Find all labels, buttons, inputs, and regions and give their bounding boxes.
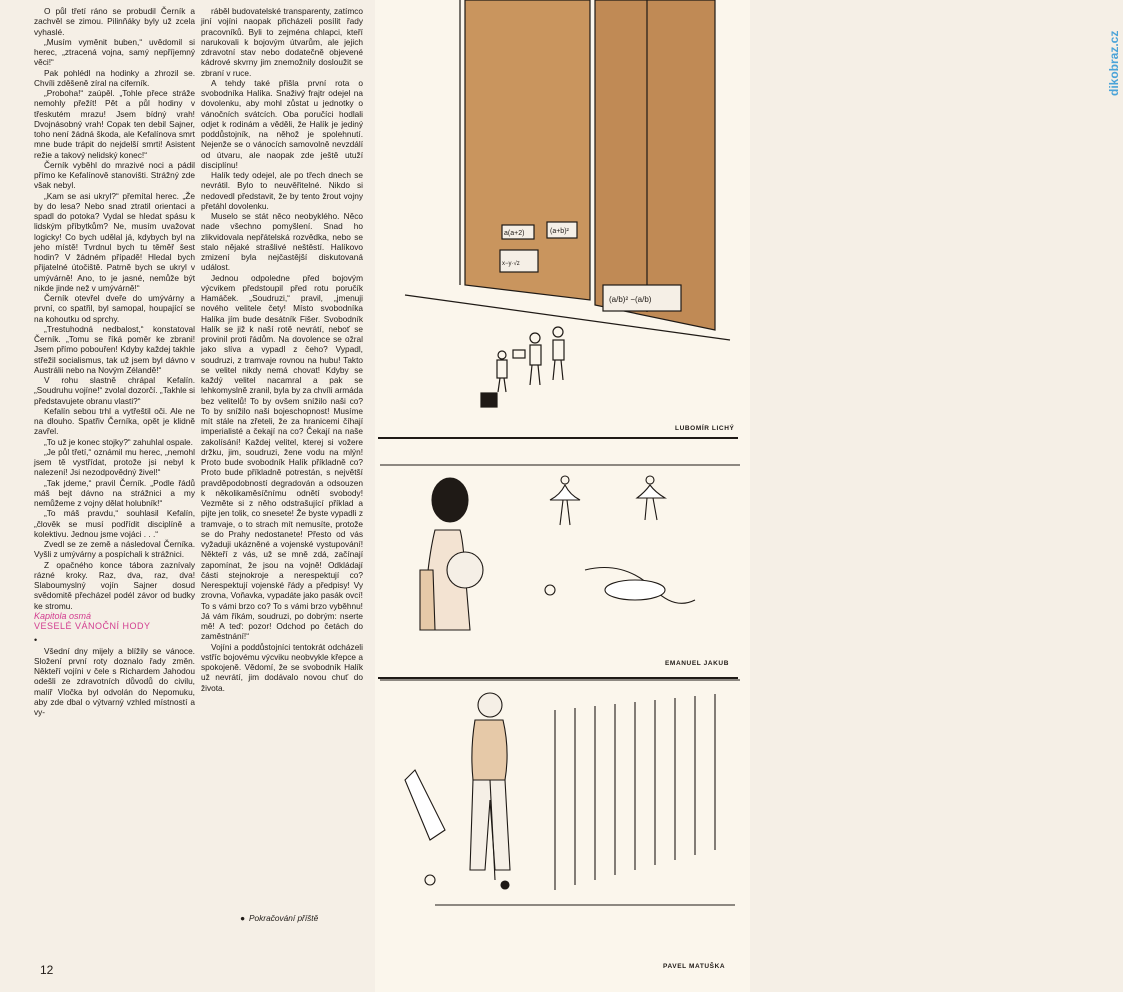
- paragraph: ráběl budovatelské transparenty, zatímco jiní vojíni naopak přicházeli posílit řady pracovníků. Byli to zejména chlapci, kteří narukovali k bojovým útvarům, ale jejich zdravotní stav nebo dodatečně objevené kádrové skvrny jim znemožnily dosloužit se zbraní v ruce.: [201, 6, 363, 78]
- divider-top: [378, 437, 738, 439]
- pillar-right: [595, 0, 715, 330]
- illustration-middle: [375, 440, 750, 670]
- chapter-label: Kapitola osmá: [34, 610, 92, 621]
- paragraph: O půl třetí ráno se probudil Černík a zachvěl se zimou. Pilinňáky byly už zcela vyhaslé.: [34, 6, 195, 37]
- paragraph: „To máš pravdu,“ souhlasil Kefalín, „člověk se musí podřídit disciplíně a kolektivu. Jednou jsme vojáci . . .“: [34, 508, 195, 539]
- paragraph: Černík otevřel dveře do umývárny a první, co spatřil, byl samopal, houpající se na kohoutku od sprchy.: [34, 293, 195, 324]
- formula-fraction-difference: (a/b)² −(a/b): [609, 295, 652, 304]
- credit-middle: EMANUEL JAKUB: [665, 660, 730, 667]
- paragraph: „To už je konec stojky?“ zahuhlal ospale.: [44, 436, 193, 447]
- bullet-icon: ●: [240, 913, 246, 923]
- paragraph: Pak pohlédl na hodinky a zhrozil se. Chvíli zděšeně zíral na ciferník.: [34, 67, 195, 88]
- formula-a-a-plus-2: a(a+2): [504, 230, 525, 237]
- credit-bottom: PAVEL MATUŠKA: [663, 963, 726, 970]
- illustration-top: [375, 0, 750, 440]
- paragraph: „Musím vyměnit buben,“ uvědomil si herec, „ztracená vojna, samý nepříjemný věci!“: [34, 36, 195, 68]
- woman-headscarf: [432, 478, 468, 522]
- paragraph: Vojíni a poddůstojníci tentokrát odcházeli vstříc bojovému výcviku neobvykle křepce a spokojeně. Vědomí, že se svobodník Halík už nevrátí, jim dodávalo novou chuť do života.: [201, 641, 363, 693]
- paragraph: Kefalín sebou trhl a vytřeštil oči. Ale ne na dlouho. Spatřiv Černíka, opět je klidně zavřel.: [34, 405, 195, 437]
- credit-top: LUBOMÍR LICHÝ: [675, 425, 735, 432]
- chapter-title: VESELÉ VÁNOČNÍ HODY: [34, 621, 151, 631]
- watermark: [1105, 10, 1123, 100]
- paragraph: Halík tedy odejel, ale po třech dnech se nevrátil. Bylo to neuvěřitelné. Nikdo si nedovedl představit, že by tento žrout vojny přetáhl dovolenku.: [201, 170, 363, 211]
- paragraph: A tehdy také přišla první rota o svobodníka Halíka. Snaživý frajtr odejel na dovolenku, aby mohl zůstat u jednotky o vánočních svátcích. Oba poručíci hodlali odjet k rodinám a věděli, že Halík je jediný poddůstojník, na něhož je spolehnutí. Nejenže se o vánocích samovolně nevzdálí od útvaru, ale naopak zde ještě utuží disciplínu!: [201, 77, 363, 170]
- continuation-note: [240, 913, 318, 923]
- paragraph: V rohu slastně chrápal Kefalín. „Soudruhu vojíne!“ zvolal dozorčí. „Takhle si představujete obranu vlasti?“: [34, 375, 195, 406]
- watermark-text: dikobraz.cz: [1107, 30, 1121, 96]
- formula-fraction: x−y·√z: [502, 261, 520, 267]
- paragraph: „Tak jdeme,“ pravil Černík. „Podle řádů máš bejt dávno na strážnici a my nemůžeme z vojny dělat holubník!“: [34, 477, 195, 508]
- illustration-panel: [375, 0, 1121, 992]
- paragraph: „Kam se asi ukryl?“ přemítal herec. „Že by do lesa? Nebo snad ztratil orientaci a spadl do potoka? Vydal se hledat spásu k lidským příbytkům? Ne, musím uvažovat logicky! Co bych udělal já, kdybych byl na jeho místě! Tvrdnul bych tu těměř šest hodin? V žádném případě! Hledal bych přijatelné útočiště. Patrně bych se ukryl v umývárně! Ano, to je jasné, nemůže být nikde jinde než v umývárně!“: [34, 190, 195, 293]
- illustration-bottom: [375, 680, 750, 980]
- page-number: 12: [40, 963, 54, 977]
- paragraph: Všední dny mijely a blížily se vánoce. Složení první roty doznalo řady změn. Někteří vojíni v čele s Richardem Jahodou odešli ze zdravotních důvodů do civilu, malíř Vločka byl odvolán do Nepomuku, aby zde dbal o výtvarný vzhled místností a vy-: [34, 645, 195, 717]
- formula-a-plus-b-squared: (a+b)²: [550, 228, 569, 235]
- continuation-text: Pokračování příště: [249, 913, 319, 923]
- paragraph: Zvedl se ze země a následoval Černíka. Vyšli z umývárny a pospíchali k strážnici.: [34, 539, 195, 560]
- paragraph: Z opačného konce tábora zaznívaly rázné kroky. Raz, dva, raz, dva! Slaboumyslný vojín Sajner dosud svědomitě přecházel podél závor od budky ke stromu.: [34, 559, 195, 611]
- divider-bottom: [378, 677, 738, 679]
- paragraph: „Trestuhodná nedbalost,“ konstatoval Černík. „Tomu se říká poměr ke zbrani! Jsem přímo pobouřen! Kdyby každej takhle střežil socialismus, tak už jsem byl dávno v Austrálii nebo na Novým Zélandě!“: [34, 323, 195, 375]
- article-column-left: [34, 6, 195, 717]
- article-column-right: [201, 6, 363, 693]
- robot-figures: [481, 327, 564, 407]
- bullet-icon: •: [34, 635, 38, 646]
- paragraph: „Proboha!“ zaúpěl. „Tohle přece stráže nemohly přežít! Pět a půl hodiny v třeskutém mrazu! Jsem bídný vrah! Dvojnásobný vrah! Copak ten debil Sajner, toho není žádná škoda, ale Kefalínova smrt mne bude trápit do nejdelší smrti! Asistent režie a takový nelidský konec!“: [34, 88, 195, 160]
- paragraph: „Je půl třetí,“ oznámil mu herec, „nemohl jsem tě vystřídat, protože jsi nebyl k nalezení! Jsi nezodpovědný živel!“: [34, 446, 195, 478]
- paragraph: Jednou odpoledne před bojovým výcvikem předstoupil před rotu poručík Hamáček. „Soudruzi,“ pravil, „jmenuji nového velitele čety! Místo svobodníka Halíka jím bude desátník Fišer. Svobodník Halík se již k naší rotě nevrátí, neboť se provinil proti řádům. Na dovolence se ožral jako slíva a vypadl z čeho? Vypadl, soudruzi, z tramvaje rovnou na hubu! Takto se velitel nikdy nemá chovat! Kdyby se každý velitel nacamral a pak se lehkomyslně zranil, byla by za chvíli armáda bez velitelů! To by ovšem snížilo naši co? To by snížilo naši bojeschopnost! Musíme mít stále na zřeteli, že za hranicemi číhají imperialisté a čekají na co? Čekají na naše zakolísání! Každej velitel, kterej si vožere držku, jim, soudruzi, žene vodu na mlýn! Proto bude svobodník Halík příkladně co? Proto bude příkladně potrestán, s největší pravděpodobností degradován a odsouzen k několikaměsíčnímu odnětí svobody! Vezměte si z něho odstrašující příklad a pijte jen tolik, co snesete! Že byste vypadli z tramvaje, o to strach mít nemusíte, protože se do Prahy nedostanete! Přesto od vás vyžaduji ukázněné a vojenské vystupování! Někteří z vás, už se mně zdá, začínají zapomínat, že jsou na vojně! Odkládají části stejnokroje a nerespektují co? Nerespektují vojenské řády a předpisy! Vy zrovna, Voňavka, vypadáte jako pasák ovcí! To s vámi brzo co? To s vámi brzo vyběhnu! Já vám říkám, soudruzi, po dobrým: nserte mě! A teď: pozor! Odchod po četách do zaměstnání!“: [201, 272, 363, 642]
- paragraph: Muselo se stát něco neobyklého. Něco nade všechno pomyšlení. Snad ho zlikvidovala nepřátelská rozvědka, nebo se stalo nějaké strašlivé neštěstí. Halíkovo zmizení byla nejčastější diskutovaná událost.: [201, 211, 363, 273]
- paragraph: Černík vyběhl do mrazivé noci a pádil přímo ke Kefalínově stanovišti. Strážný zde však nebyl.: [34, 159, 195, 191]
